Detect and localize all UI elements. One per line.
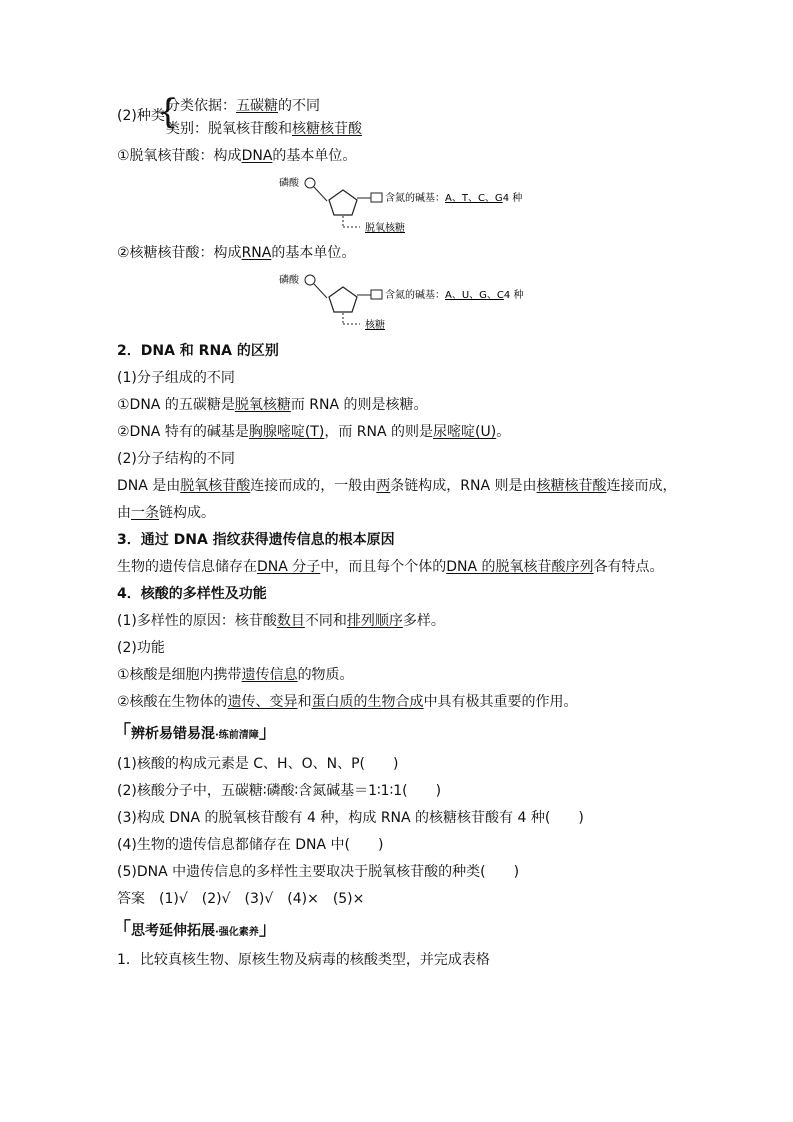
ribonucleotide-diagram [0, 267, 793, 337]
think-header: 「 思考延伸拓展 ·强化素养 」 [113, 919, 277, 940]
deoxy-line: ①脱氧核苷酸：构成DNA的基本单位。 [117, 148, 357, 164]
sec2-line4: 由一条链构成。 [117, 505, 215, 521]
svg-text:含氮的碱基：A、T、C、G4 种 [385, 191, 522, 204]
ribo-line: ②核糖核苷酸：构成RNA的基本单位。 [117, 245, 356, 261]
pentose-ring [329, 287, 357, 312]
sec3-line1: 生物的遗传信息储存在DNA 分子中，而且每个个体的DNA 的脱氧核苷酸序列各有特点。 [117, 559, 664, 575]
svg-text:含氮的碱基：A、U、G、C4 种 [385, 288, 523, 301]
quiz-item-2: (2)核酸分子中，五碳糖∶磷酸∶含氮碱基＝1∶1∶1( ) [117, 783, 442, 799]
quiz-item-3: (3)构成 DNA 的脱氧核苷酸有 4 种，构成 RNA 的核糖核苷酸有 4 种( ) [117, 810, 584, 826]
base-count: 4 种 [503, 290, 524, 301]
base-box [371, 193, 382, 202]
base-label: 含氮的碱基： [385, 193, 445, 204]
base-value: A、T、C、G [445, 193, 503, 204]
types-prefix: (2)种类 [117, 108, 165, 124]
sec2-line3: DNA 是由脱氧核苷酸连接而成的，一般由两条链构成，RNA 则是由核糖核苷酸连接而成， [117, 478, 677, 494]
quiz-item-4: (4)生物的遗传信息都储存在 DNA 中( ) [117, 837, 384, 853]
quiz-header: 「 辨析易错易混 ·练前清障 」 [113, 722, 277, 743]
sec2-title: 2．DNA 和 RNA 的区别 [117, 343, 279, 359]
sec4-line1: (1)多样性的原因：核苷酸数目不同和排列顺序多样。 [117, 613, 445, 629]
quiz-answer: 答案 (1)√ (2)√ (3)√ (4)× (5)× [117, 891, 365, 907]
sec4-line2: (2)功能 [117, 640, 165, 656]
quiz-item-5: (5)DNA 中遗传信息的多样性主要取决于脱氧核苷酸的种类( ) [117, 864, 520, 880]
base-label: 含氮的碱基： [385, 290, 445, 301]
sugar-label: 核糖 [365, 320, 385, 331]
phosphate-label: 磷酸 [279, 275, 299, 286]
phosphate-circle [305, 275, 315, 285]
phosphate-bond [314, 284, 327, 298]
types-category-line: 类别：脱氧核苷酸和核糖核苷酸 [166, 121, 362, 137]
base-box [371, 290, 382, 299]
phosphate-label: 磷酸 [279, 178, 299, 189]
sec4-line4: ②核酸在生物体的遗传、变异和蛋白质的生物合成中具有极其重要的作用。 [117, 694, 578, 710]
sugar-label: 脱氧核糖 [365, 223, 405, 234]
types-basis-line: 分类依据：五碳糖的不同 [166, 98, 320, 114]
category-value: 核糖核苷酸 [292, 121, 362, 137]
sec2-line2: ②DNA 特有的碱基是胸腺嘧啶(T)，而 RNA 的则是尿嘧啶(U)。 [117, 424, 511, 440]
brace-symbol: { [157, 92, 179, 132]
sec2-line1: ①DNA 的五碳糖是脱氧核糖而 RNA 的则是核糖。 [117, 397, 428, 413]
quiz-item-1: (1)核酸的构成元素是 C、H、O、N、P( ) [117, 756, 399, 772]
base-count: 4 种 [502, 193, 523, 204]
sec2-p1: (1)分子组成的不同 [117, 370, 235, 386]
sec4-line3: ①核酸是细胞内携带遗传信息的物质。 [117, 667, 354, 683]
phosphate-bond [314, 187, 327, 201]
base-value: A、U、G、C [445, 290, 504, 301]
phosphate-circle [305, 178, 315, 188]
basis-value: 五碳糖 [236, 98, 278, 114]
sec2-p2: (2)分子结构的不同 [117, 451, 235, 467]
think-q1: 1．比较真核生物、原核生物及病毒的核酸类型，并完成表格 [117, 952, 490, 968]
sec4-title: 4．核酸的多样性及功能 [117, 586, 267, 602]
pentose-ring [329, 190, 357, 215]
deoxynucleotide-diagram [0, 170, 793, 240]
sec3-title: 3．通过 DNA 指纹获得遗传信息的根本原因 [117, 532, 395, 548]
